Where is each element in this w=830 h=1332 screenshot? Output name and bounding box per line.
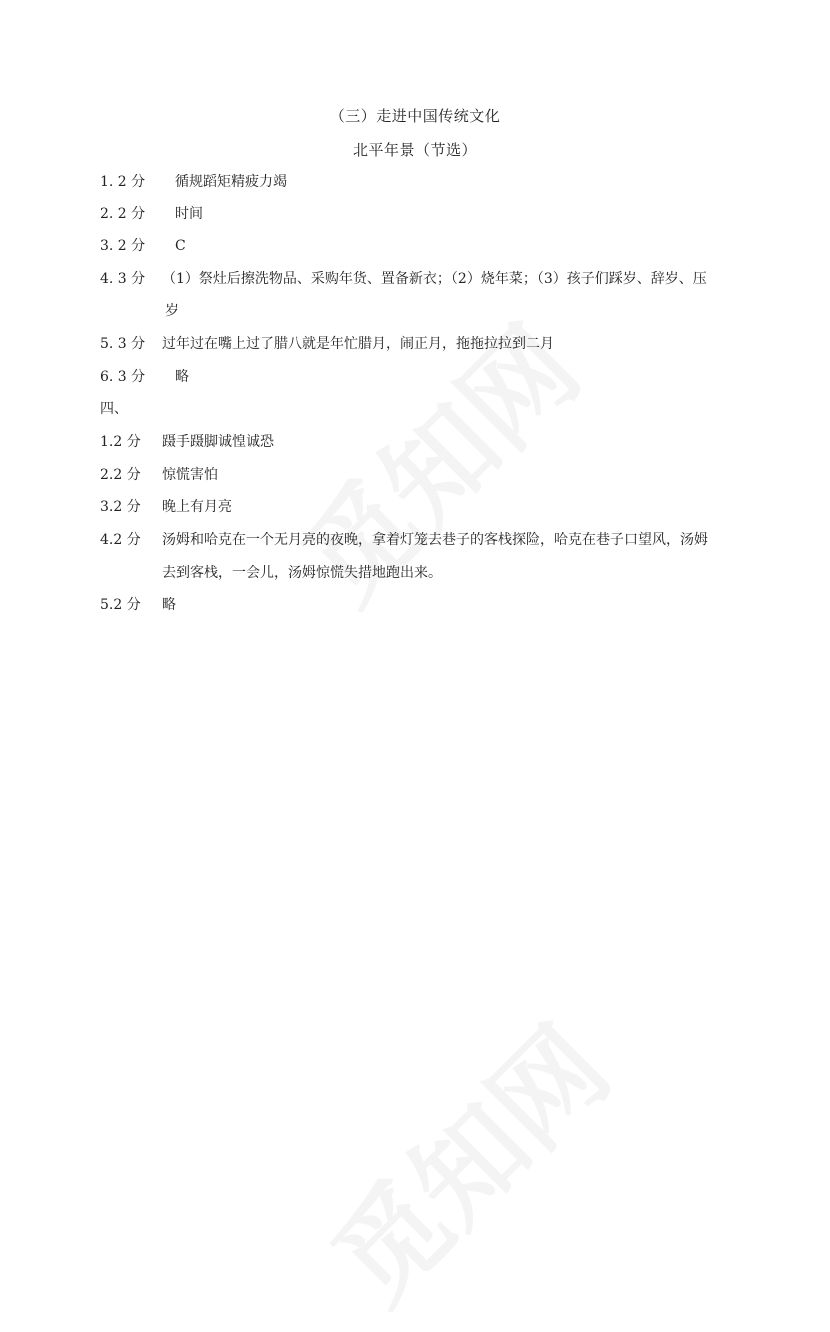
question-number: 2.2 分	[100, 467, 141, 483]
question-number: 3.2 分	[100, 499, 141, 515]
question-number: 5. 3 分	[100, 336, 146, 352]
answer-row	[100, 465, 218, 485]
question-number: 5.2 分	[100, 597, 141, 613]
answer-text: （1）祭灶后擦洗物品、采购年货、置备新衣；（2）烧年菜；（3）孩子们踩岁、辞岁、压	[162, 271, 707, 287]
answer-row	[100, 172, 287, 192]
answer-text: 晚上有月亮	[162, 499, 232, 515]
answer-continuation: 岁	[165, 303, 179, 319]
section-label: 四、	[100, 401, 128, 417]
answer-text: 汤姆和哈克在一个无月亮的夜晚，拿着灯笼去巷子的客栈探险，哈克在巷子口望风，汤姆	[162, 532, 708, 548]
answer-text: 蹑手蹑脚诚惶诚恐	[162, 434, 274, 450]
answer-row	[100, 595, 176, 615]
question-number: 4. 3 分	[100, 271, 146, 287]
answer-row	[100, 269, 707, 289]
question-number: 2. 2 分	[100, 206, 146, 222]
answer-row	[100, 432, 274, 452]
answer-row	[100, 367, 189, 387]
answer-row	[100, 204, 203, 224]
answer-text: 惊慌害怕	[162, 467, 218, 483]
answer-row	[100, 530, 708, 550]
question-number: 4.2 分	[100, 532, 141, 548]
answer-row	[100, 497, 232, 517]
answer-text: 略	[162, 597, 176, 613]
answer-text: C	[175, 238, 186, 254]
answer-text: 循规蹈矩精疲力竭	[175, 174, 287, 190]
passage-title: 北平年景（节选）	[352, 141, 477, 159]
answer-continuation: 去到客栈，一会儿，汤姆惊慌失措地跑出来。	[162, 565, 442, 581]
question-number: 1. 2 分	[100, 174, 146, 190]
question-number: 3. 2 分	[100, 238, 146, 254]
answer-text: 时间	[175, 206, 203, 222]
section-heading: （三）走进中国传统文化	[329, 107, 501, 125]
question-number: 6. 3 分	[100, 369, 146, 385]
watermark	[292, 986, 637, 1331]
answer-text: 略	[175, 369, 189, 385]
answer-row	[100, 236, 186, 256]
question-number: 1.2 分	[100, 434, 141, 450]
answer-row	[100, 334, 554, 354]
answer-text: 过年过在嘴上过了腊八就是年忙腊月，闹正月，拖拖拉拉到二月	[162, 336, 554, 352]
